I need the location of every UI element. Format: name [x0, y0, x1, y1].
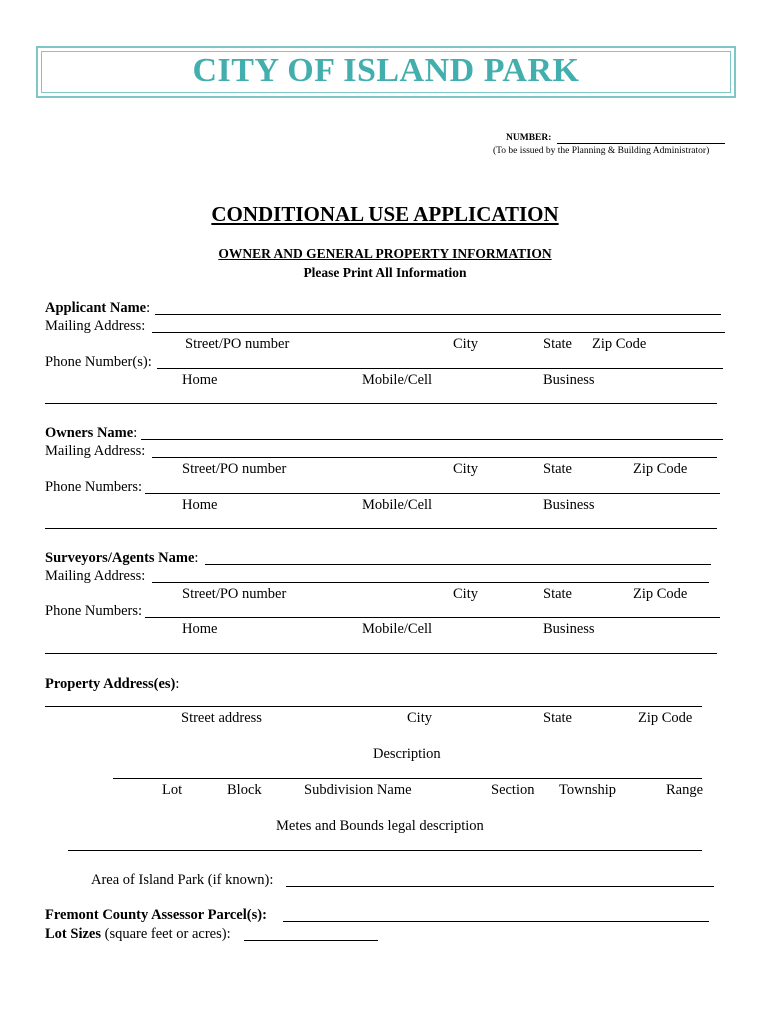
- owner-sub-city: City: [453, 461, 478, 477]
- desc-sub-section: Section: [491, 782, 535, 798]
- desc-sub-township: Township: [559, 782, 616, 798]
- lot-sizes-label: Lot Sizes (square feet or acres):: [45, 926, 231, 942]
- property-sub-zip: Zip Code: [638, 710, 693, 726]
- number-line[interactable]: [557, 143, 725, 144]
- applicant-sub-street: Street/PO number: [185, 336, 290, 352]
- owner-sub-business: Business: [543, 497, 595, 513]
- applicant-phone-field[interactable]: [157, 368, 723, 369]
- owner-name-field[interactable]: [141, 439, 723, 440]
- owner-mailing-field[interactable]: [152, 457, 717, 458]
- agent-sub-street: Street/PO number: [182, 586, 287, 602]
- applicant-name-label: Applicant Name:: [45, 300, 151, 316]
- owner-sub-street: Street/PO number: [182, 461, 287, 477]
- property-sub-state: State: [543, 710, 572, 726]
- agent-sub-mobile: Mobile/Cell: [362, 621, 433, 637]
- description-label: Description: [373, 746, 441, 762]
- agent-sub-city: City: [453, 586, 478, 602]
- agent-phone-field[interactable]: [145, 617, 720, 618]
- agent-sub-home: Home: [182, 621, 218, 637]
- lot-sizes-field[interactable]: [244, 940, 378, 941]
- parcel-label: Fremont County Assessor Parcel(s):: [45, 907, 267, 923]
- header-banner: [36, 46, 736, 98]
- agent-name-field[interactable]: [205, 564, 711, 565]
- owner-sub-zip: Zip Code: [633, 461, 688, 477]
- applicant-mailing-field[interactable]: [152, 332, 725, 333]
- applicant-sub-city: City: [453, 336, 478, 352]
- owner-divider: [45, 528, 717, 529]
- form-title: CONDITIONAL USE APPLICATION: [211, 202, 559, 226]
- owner-sub-state: State: [543, 461, 572, 477]
- owner-sub-mobile: Mobile/Cell: [362, 497, 433, 513]
- property-sub-street: Street address: [181, 710, 262, 726]
- print-instruction: Please Print All Information: [303, 265, 467, 280]
- applicant-phone-label: Phone Number(s):: [45, 354, 152, 370]
- owner-mailing-label: Mailing Address:: [45, 443, 146, 459]
- applicant-sub-home: Home: [182, 372, 218, 388]
- desc-sub-block: Block: [227, 782, 262, 798]
- section-heading: OWNER AND GENERAL PROPERTY INFORMATION: [218, 246, 552, 261]
- agent-name-label: Surveyors/Agents Name:: [45, 550, 199, 566]
- desc-sub-subdivision: Subdivision Name: [304, 782, 412, 798]
- agent-phone-label: Phone Numbers:: [45, 603, 143, 619]
- agent-sub-state: State: [543, 586, 572, 602]
- applicant-sub-state: State: [543, 336, 572, 352]
- applicant-divider: [45, 403, 717, 404]
- number-note: (To be issued by the Planning & Building Administrator): [493, 146, 710, 156]
- desc-sub-range: Range: [666, 782, 704, 798]
- city-title: CITY OF ISLAND PARK: [192, 52, 580, 89]
- applicant-sub-business: Business: [543, 372, 595, 388]
- applicant-mailing-label: Mailing Address:: [45, 318, 146, 334]
- desc-sub-lot: Lot: [162, 782, 183, 798]
- owner-phone-field[interactable]: [145, 493, 720, 494]
- applicant-sub-zip: Zip Code: [592, 336, 647, 352]
- property-address-field[interactable]: [45, 706, 702, 707]
- applicant-sub-mobile: Mobile/Cell: [362, 372, 433, 388]
- property-sub-city: City: [407, 710, 432, 726]
- agent-sub-zip: Zip Code: [633, 586, 688, 602]
- number-label: NUMBER:: [506, 133, 552, 143]
- owner-name-label: Owners Name:: [45, 425, 138, 441]
- property-label: Property Address(es):: [45, 676, 180, 692]
- metes-label: Metes and Bounds legal description: [276, 818, 484, 834]
- agent-mailing-field[interactable]: [152, 582, 709, 583]
- owner-phone-label: Phone Numbers:: [45, 479, 143, 495]
- applicant-name-field[interactable]: [155, 314, 721, 315]
- agent-mailing-label: Mailing Address:: [45, 568, 146, 584]
- area-field[interactable]: [286, 886, 714, 887]
- parcel-field[interactable]: [283, 921, 709, 922]
- description-field[interactable]: [113, 778, 702, 779]
- owner-sub-home: Home: [182, 497, 218, 513]
- area-label: Area of Island Park (if known):: [91, 872, 274, 888]
- agent-divider: [45, 653, 717, 654]
- metes-field[interactable]: [68, 850, 702, 851]
- agent-sub-business: Business: [543, 621, 595, 637]
